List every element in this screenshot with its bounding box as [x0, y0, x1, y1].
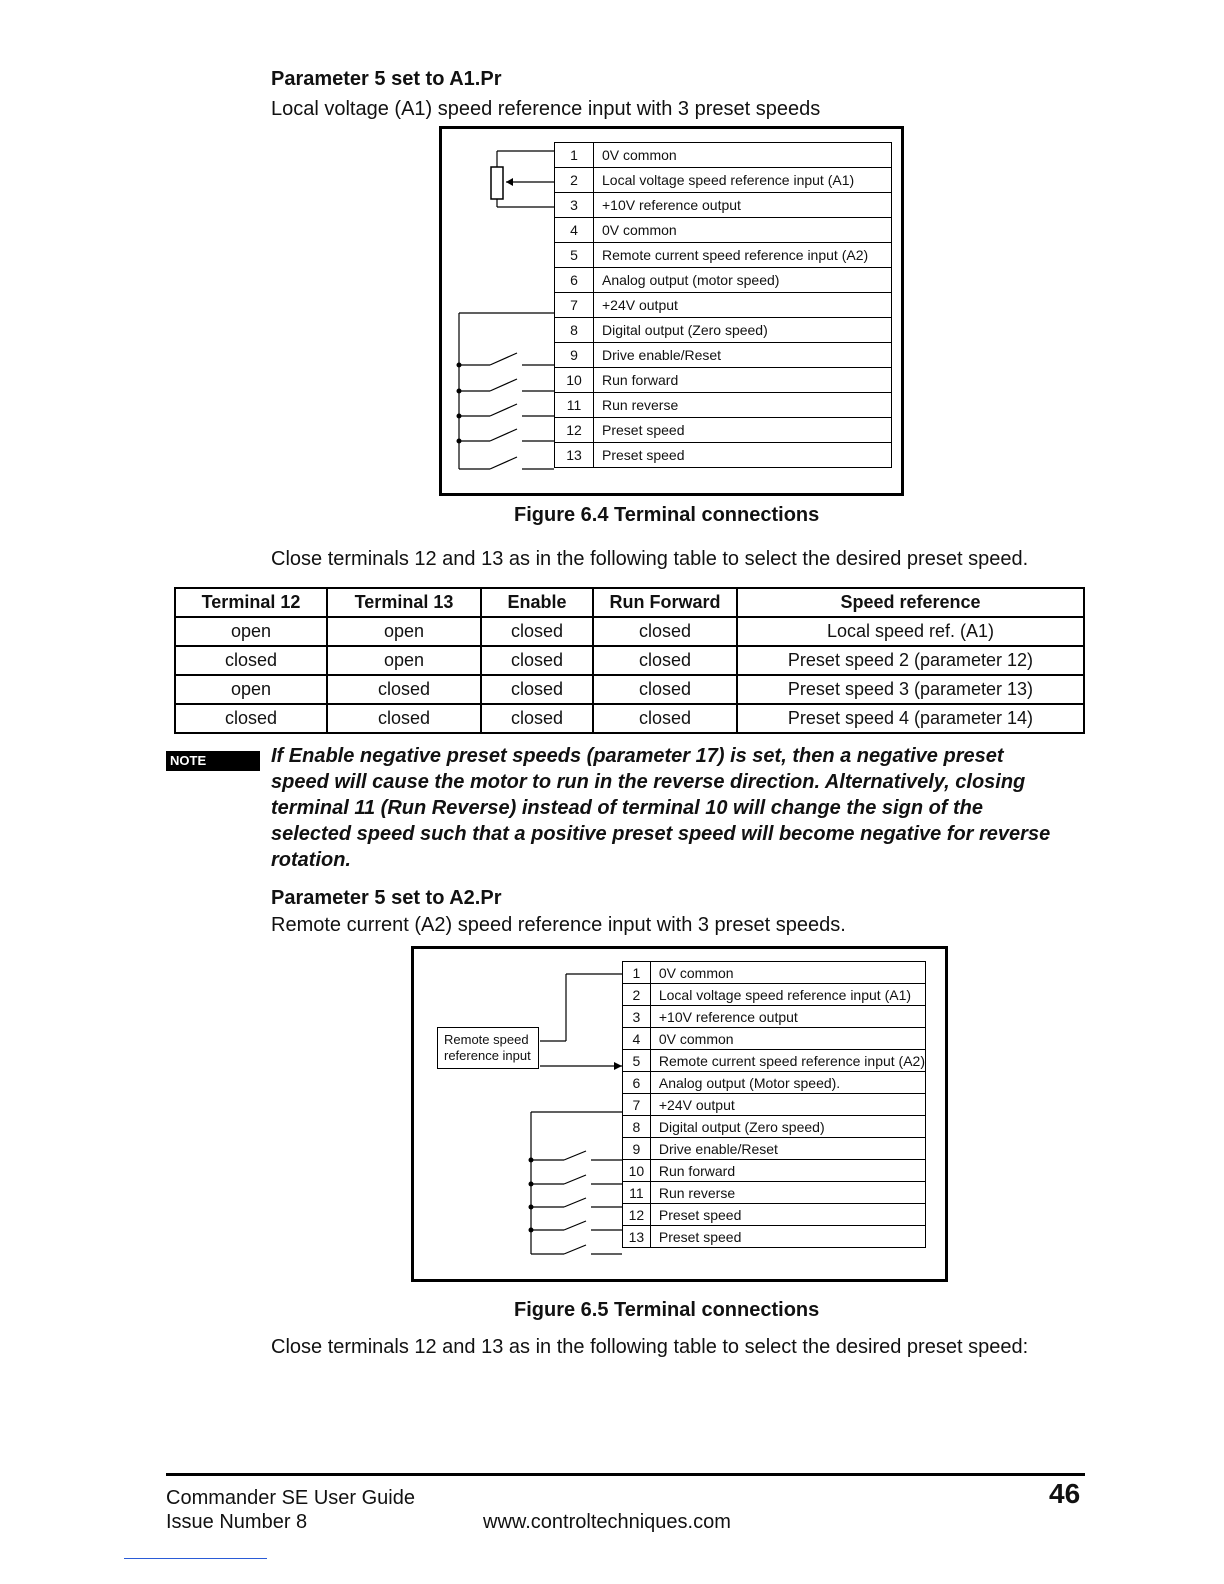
terminal-row	[623, 1182, 926, 1204]
terminal-row	[623, 1226, 926, 1248]
terminal-label: Remote current speed reference input (A2)	[650, 1050, 925, 1072]
terminal-label: Drive enable/Reset	[594, 343, 892, 368]
terminal-label: Analog output (motor speed)	[594, 268, 892, 293]
note-line: selected speed such that a positive preset speed will become negative for reverse	[271, 823, 1051, 845]
terminal-label: Digital output (Zero speed)	[650, 1116, 925, 1138]
terminal-number: 11	[623, 1182, 651, 1204]
table-cell: closed	[481, 646, 593, 675]
terminal-label: Run reverse	[650, 1182, 925, 1204]
terminal-row	[555, 293, 892, 318]
note-text	[271, 743, 1050, 873]
table-cell: closed	[481, 617, 593, 646]
terminal-diagram-a1	[439, 126, 904, 496]
table-cell: closed	[481, 675, 593, 704]
table-cell: closed	[327, 704, 481, 733]
terminal-label: 0V common	[594, 218, 892, 243]
table-cell: Preset speed 3 (parameter 13)	[737, 675, 1084, 704]
table-cell: closed	[481, 704, 593, 733]
terminal-number: 13	[555, 443, 594, 468]
terminal-row	[623, 1094, 926, 1116]
table-cell: open	[327, 617, 481, 646]
terminal-row	[555, 218, 892, 243]
terminal-number: 12	[555, 418, 594, 443]
terminal-row	[623, 1204, 926, 1226]
terminal-row	[555, 343, 892, 368]
terminal-row	[555, 168, 892, 193]
terminal-row	[623, 1138, 926, 1160]
table-cell: Preset speed 4 (parameter 14)	[737, 704, 1084, 733]
terminal-number: 2	[555, 168, 594, 193]
page-number: 46	[1049, 1478, 1081, 1509]
link-underline	[124, 1558, 267, 1559]
remote-speed-reference-box	[437, 1027, 539, 1069]
remote-box-line: reference input	[444, 1048, 531, 1063]
instruction-text-2: Close terminals 12 and 13 as in the following table to select the desired preset speed:	[271, 1336, 1029, 1358]
terminal-number: 10	[555, 368, 594, 393]
terminal-table-a2	[622, 961, 926, 1248]
terminal-label: +10V reference output	[594, 193, 892, 218]
section-heading-a2: Parameter 5 set to A2.Pr	[271, 887, 502, 909]
terminal-number: 8	[555, 318, 594, 343]
figure-caption-6-4: Figure 6.4 Terminal connections	[514, 504, 820, 526]
column-header: Terminal 13	[327, 588, 481, 617]
table-cell: Preset speed 2 (parameter 12)	[737, 646, 1084, 675]
note-line: rotation.	[271, 849, 351, 871]
terminal-label: Preset speed	[594, 443, 892, 468]
table-cell: closed	[593, 617, 737, 646]
table-cell: closed	[593, 646, 737, 675]
terminal-label: Digital output (Zero speed)	[594, 318, 892, 343]
terminal-number: 9	[555, 343, 594, 368]
terminal-label: +10V reference output	[650, 1006, 925, 1028]
terminal-label: 0V common	[650, 962, 925, 984]
terminal-label: +24V output	[650, 1094, 925, 1116]
column-header: Speed reference	[737, 588, 1084, 617]
table-cell: closed	[327, 675, 481, 704]
terminal-label: Analog output (Motor speed).	[650, 1072, 925, 1094]
terminal-number: 6	[623, 1072, 651, 1094]
terminal-number: 1	[555, 143, 594, 168]
terminal-number: 11	[555, 393, 594, 418]
terminal-number: 4	[623, 1028, 651, 1050]
terminal-row	[555, 268, 892, 293]
terminal-row	[623, 1050, 926, 1072]
terminal-number: 6	[555, 268, 594, 293]
table-cell: open	[175, 617, 327, 646]
figure-caption-6-5: Figure 6.5 Terminal connections	[514, 1299, 820, 1321]
table-cell: Local speed ref. (A1)	[737, 617, 1084, 646]
terminal-row	[555, 393, 892, 418]
table-header-row	[175, 588, 1084, 617]
note-line: If Enable negative preset speeds (parameter 17) is set, then a negative preset	[271, 745, 1004, 767]
remote-box-line: Remote speed	[444, 1032, 529, 1047]
terminal-label: Run forward	[594, 368, 892, 393]
terminal-row	[623, 984, 926, 1006]
table-row	[175, 617, 1084, 646]
terminal-number: 5	[555, 243, 594, 268]
terminal-number: 7	[623, 1094, 651, 1116]
table-cell: closed	[593, 704, 737, 733]
table-row	[175, 704, 1084, 733]
column-header: Enable	[481, 588, 593, 617]
terminal-label: Preset speed	[594, 418, 892, 443]
terminal-number: 1	[623, 962, 651, 984]
terminal-number: 13	[623, 1226, 651, 1248]
section-subtitle-a2: Remote current (A2) speed reference input with 3 preset speeds.	[271, 914, 846, 936]
note-line: speed will cause the motor to run in the reverse direction. Alternatively, closing	[271, 771, 1026, 793]
table-cell: closed	[175, 646, 327, 675]
footer-title: Commander SE User Guide	[166, 1487, 415, 1509]
terminal-number: 12	[623, 1204, 651, 1226]
footer-rule	[166, 1473, 1085, 1476]
table-cell: closed	[175, 704, 327, 733]
column-header: Run Forward	[593, 588, 737, 617]
table-cell: open	[327, 646, 481, 675]
terminal-label: 0V common	[650, 1028, 925, 1050]
terminal-row	[623, 1116, 926, 1138]
terminal-label: 0V common	[594, 143, 892, 168]
section-heading-a1: Parameter 5 set to A1.Pr	[271, 68, 502, 90]
terminal-number: 2	[623, 984, 651, 1006]
terminal-table-a1	[554, 142, 892, 468]
footer-issue: Issue Number 8	[166, 1511, 308, 1533]
terminal-row	[555, 443, 892, 468]
terminal-row	[555, 243, 892, 268]
table-row	[175, 646, 1084, 675]
terminal-row	[623, 962, 926, 984]
terminal-number: 10	[623, 1160, 651, 1182]
terminal-number: 4	[555, 218, 594, 243]
terminal-label: +24V output	[594, 293, 892, 318]
terminal-label: Local voltage speed reference input (A1)	[650, 984, 925, 1006]
terminal-number: 3	[623, 1006, 651, 1028]
terminal-number: 8	[623, 1116, 651, 1138]
table-cell: open	[175, 675, 327, 704]
terminal-row	[623, 1160, 926, 1182]
table-row	[175, 675, 1084, 704]
footer-url[interactable]: www.controltechniques.com	[483, 1511, 731, 1533]
note-line: terminal 11 (Run Reverse) instead of terminal 10 will change the sign of the	[271, 797, 984, 819]
terminal-row	[555, 368, 892, 393]
table-cell: closed	[593, 675, 737, 704]
preset-speed-table	[174, 587, 1085, 734]
terminal-number: 3	[555, 193, 594, 218]
column-header: Terminal 12	[175, 588, 327, 617]
terminal-diagram-a2	[411, 946, 948, 1282]
terminal-label: Run reverse	[594, 393, 892, 418]
terminal-label: Drive enable/Reset	[650, 1138, 925, 1160]
terminal-row	[555, 193, 892, 218]
terminal-number: 5	[623, 1050, 651, 1072]
terminal-number: 7	[555, 293, 594, 318]
section-subtitle-a1: Local voltage (A1) speed reference input with 3 preset speeds	[271, 98, 821, 120]
terminal-label: Remote current speed reference input (A2)	[594, 243, 892, 268]
terminal-row	[555, 318, 892, 343]
terminal-row	[623, 1028, 926, 1050]
terminal-row	[623, 1072, 926, 1094]
terminal-row	[555, 143, 892, 168]
terminal-row	[555, 418, 892, 443]
note-badge: NOTE	[166, 751, 260, 771]
terminal-label: Preset speed	[650, 1226, 925, 1248]
terminal-label: Local voltage speed reference input (A1)	[594, 168, 892, 193]
terminal-label: Preset speed	[650, 1204, 925, 1226]
terminal-label: Run forward	[650, 1160, 925, 1182]
terminal-number: 9	[623, 1138, 651, 1160]
instruction-text-1: Close terminals 12 and 13 as in the following table to select the desired preset speed.	[271, 548, 1029, 570]
terminal-row	[623, 1006, 926, 1028]
